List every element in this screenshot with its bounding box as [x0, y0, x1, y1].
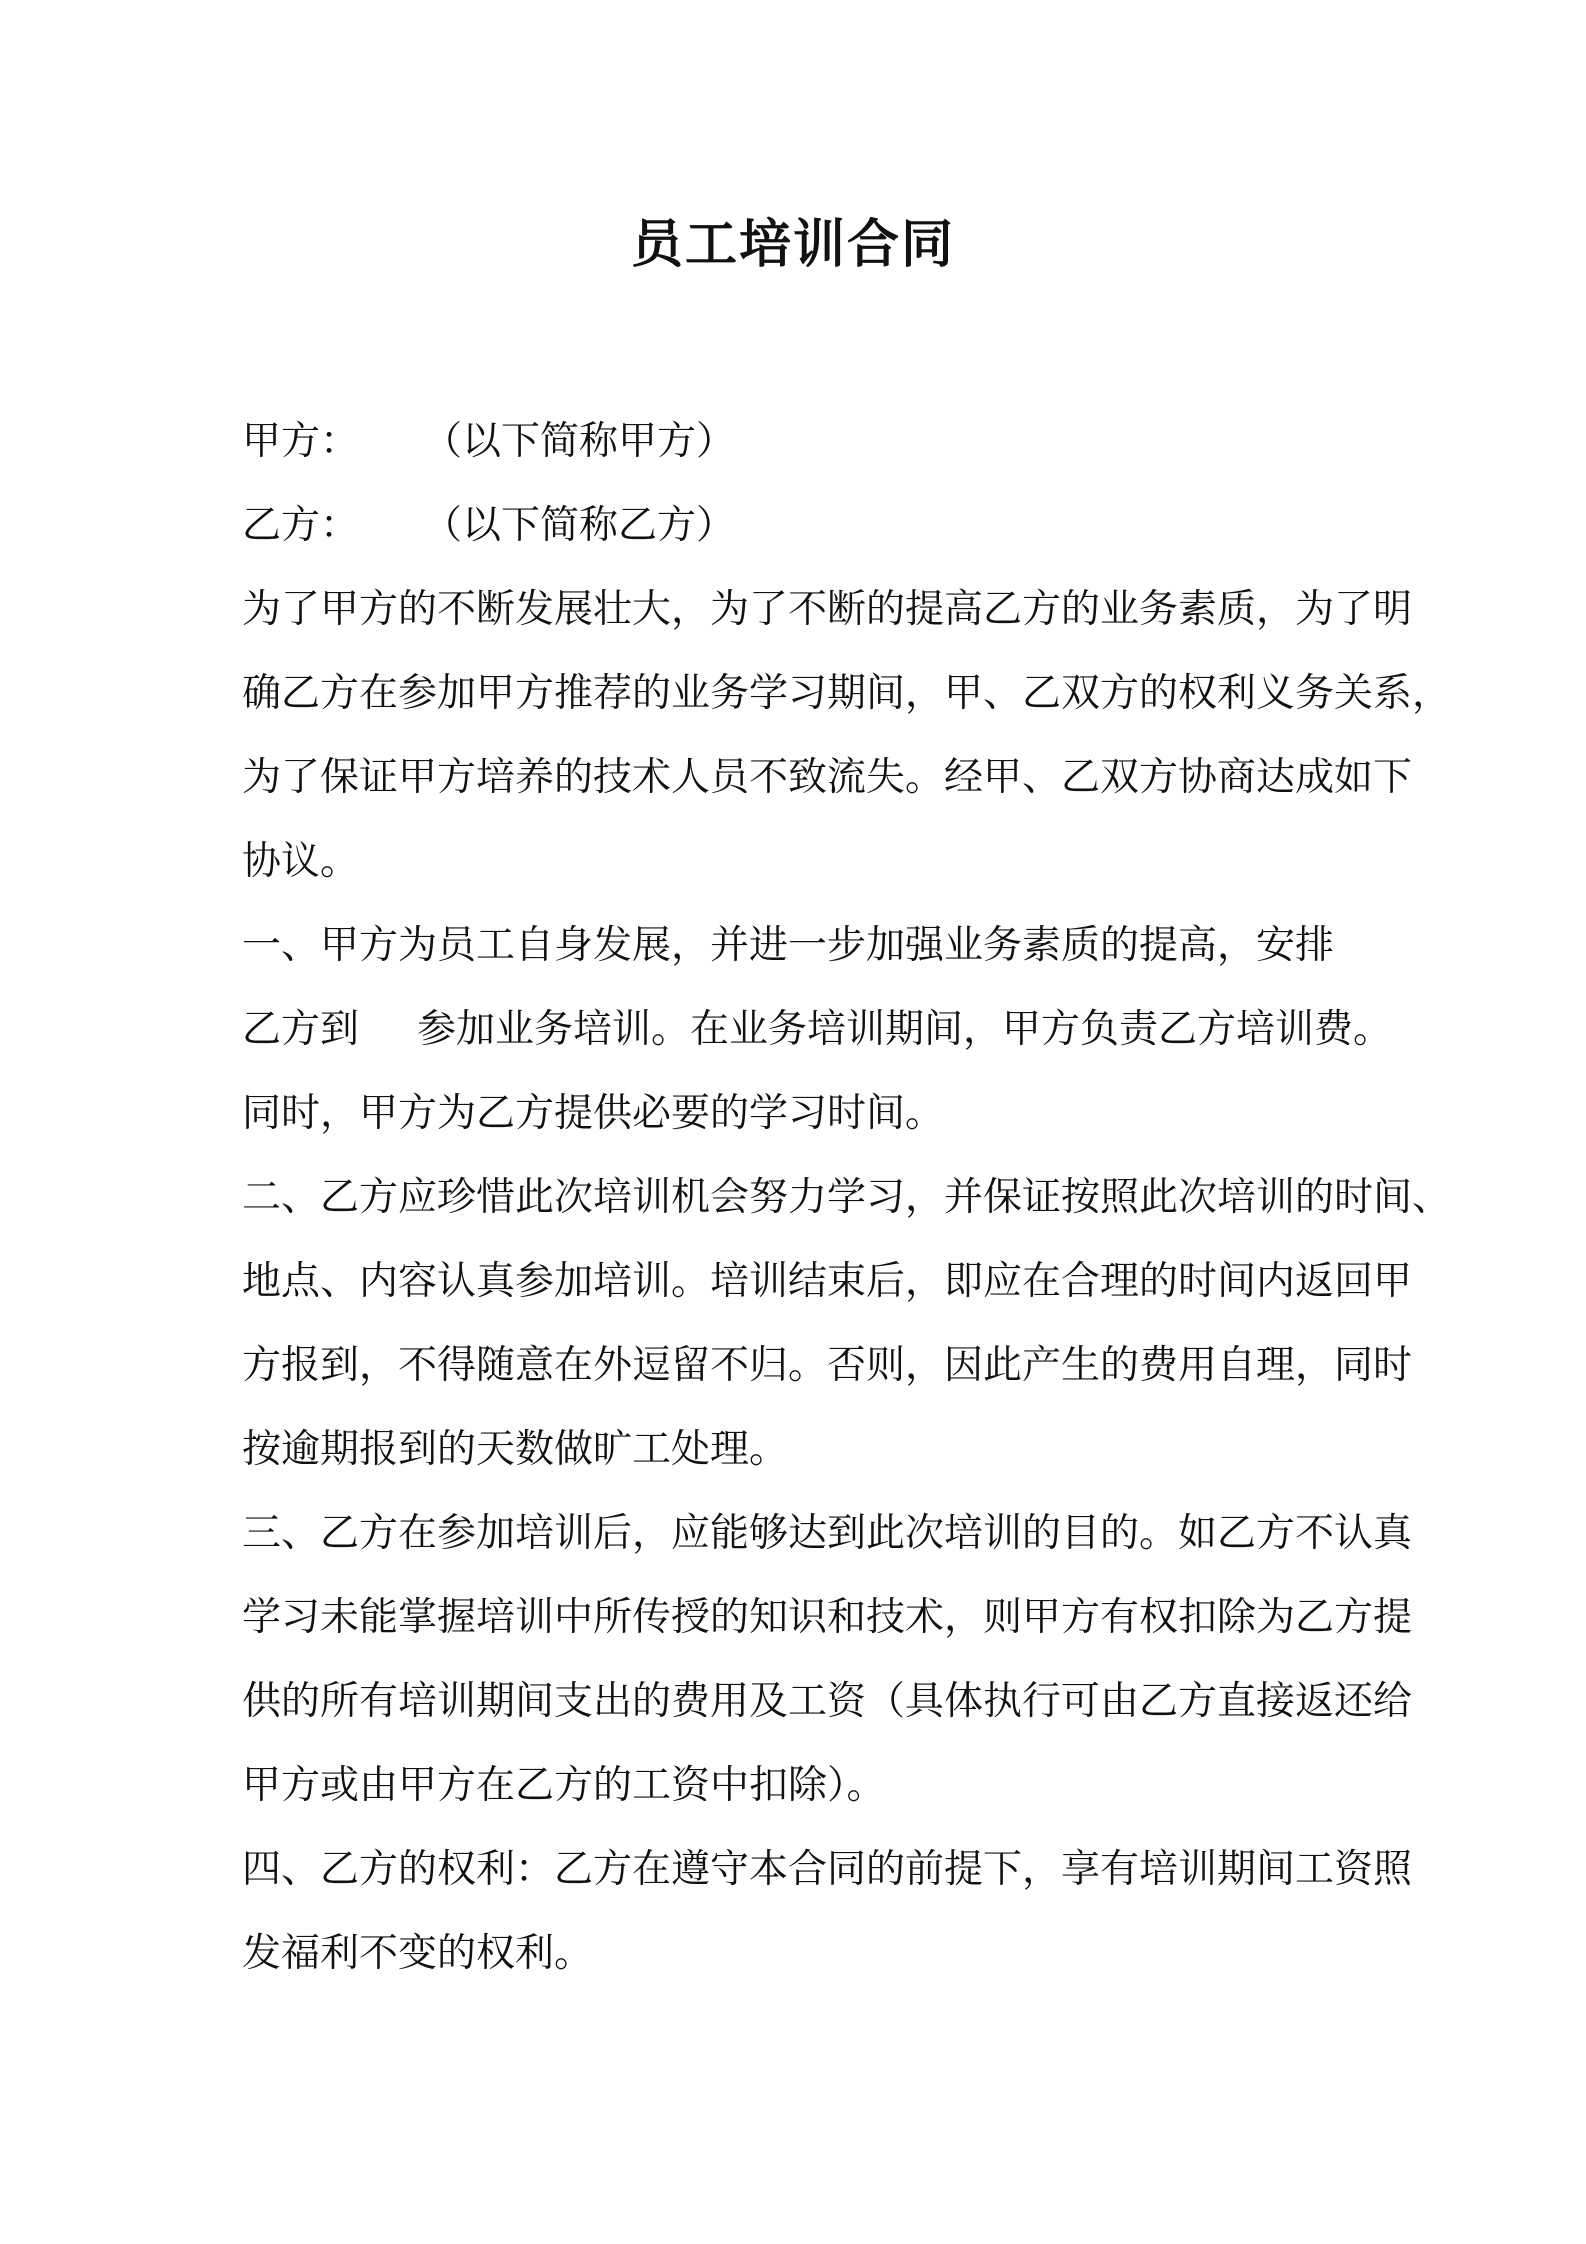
party-b-line [242, 484, 1352, 568]
clause-1-line [242, 988, 1393, 1072]
document-title: 员工培训合同 [630, 215, 955, 275]
clause-4-line: 四、乙方的权利：乙方在遵守本合同的前提下，享有培训期间工资照 [242, 1847, 1413, 1892]
document-body [242, 400, 1452, 1996]
clause-1-text: 参加业务培训。在业务培训期间，甲方负责乙方培训费。 [417, 1007, 1393, 1052]
clause-4-line: 发福利不变的权利。 [242, 1931, 594, 1976]
clause-1-line: 同时，甲方为乙方提供必要的学习时间。 [242, 1091, 945, 1136]
party-a-label: 甲方： [242, 419, 360, 464]
clause-3-line: 供的所有培训期间支出的费用及工资（具体执行可由乙方直接返还给 [242, 1679, 1413, 1724]
clause-2-line: 按逾期报到的天数做旷工处理。 [242, 1427, 789, 1472]
clause-2-line: 二、乙方应珍惜此次培训机会努力学习，并保证按照此次培训的时间、 [242, 1175, 1452, 1220]
clause-3-line: 甲方或由甲方在乙方的工资中扣除）。 [242, 1763, 886, 1808]
party-a-line [242, 400, 1352, 484]
preamble-line: 为了甲方的不断发展壮大，为了不断的提高乙方的业务素质，为了明 [242, 587, 1413, 632]
clause-1-line: 一、甲方为员工自身发展，并进一步加强业务素质的提高，安排 [242, 923, 1335, 968]
party-a-note: （以下简称甲方） [423, 419, 736, 464]
preamble-line: 确乙方在参加甲方推荐的业务学习期间，甲、乙双方的权利义务关系， [242, 671, 1452, 716]
party-b-label: 乙方： [242, 503, 360, 548]
clause-2-line: 地点、内容认真参加培训。培训结束后，即应在合理的时间内返回甲 [242, 1259, 1413, 1304]
clause-3-line: 学习未能掌握培训中所传授的知识和技术，则甲方有权扣除为乙方提 [242, 1595, 1413, 1640]
preamble-line: 为了保证甲方培养的技术人员不致流失。经甲、乙双方协商达成如下 [242, 755, 1413, 800]
clause-3-line: 三、乙方在参加培训后，应能够达到此次培训的目的。如乙方不认真 [242, 1511, 1413, 1556]
preamble-line: 协议。 [242, 839, 360, 884]
clause-2-line: 方报到，不得随意在外逗留不归。否则，因此产生的费用自理，同时 [242, 1343, 1413, 1388]
clause-1-destination-label: 乙方到 [242, 1007, 360, 1052]
party-b-note: （以下简称乙方） [423, 503, 736, 548]
